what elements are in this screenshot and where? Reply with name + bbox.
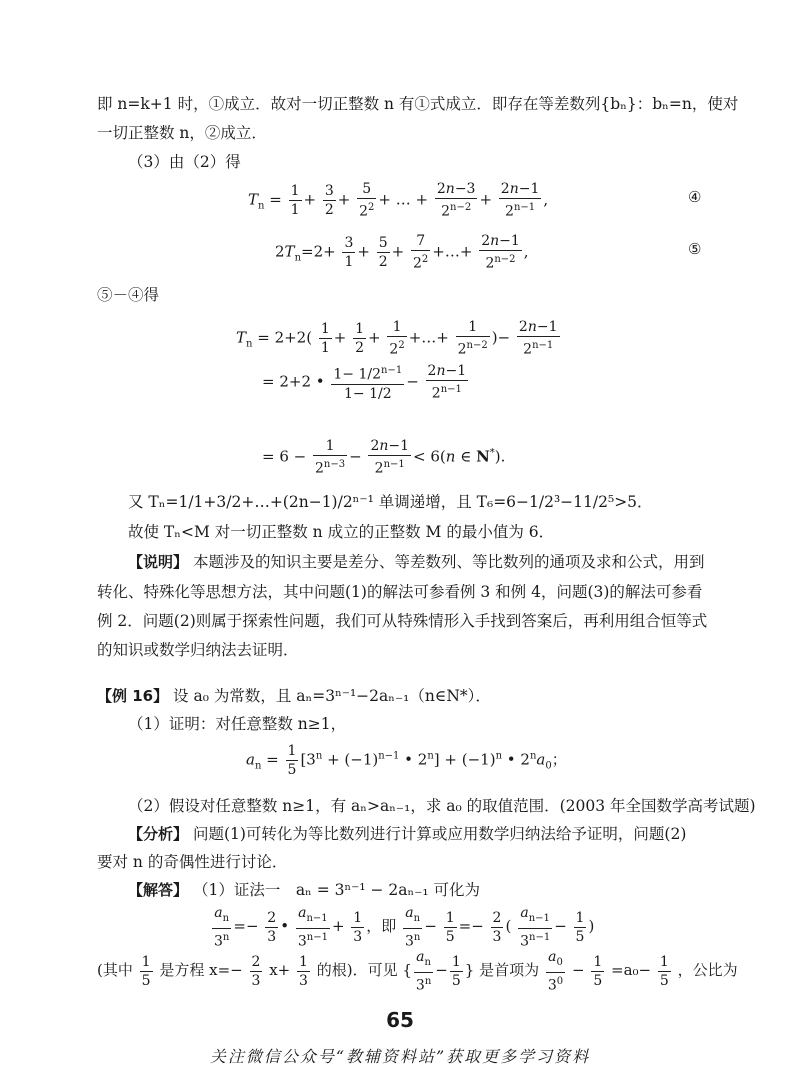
text-line: ⑤－④得 [97,286,160,304]
text-line: （3）由（2）得 [128,153,241,171]
equation-9: $a_n$ = $\frac{1}{5}$ [$3^n + (-1)^{n-1}$ • $2^n] + (-1)^n$ • $2^na_0$； [246,743,567,778]
analysis-line [128,822,748,846]
equation-4: $T_n$ = $\frac{1}{1}$ + $\frac{3}{2}$ + $\frac{5}{2^2}$ + … + $\frac{2n-3}{2^{n-2}}$ + $\frac{2n-1}{2^{n-1}}$ , [248,181,549,220]
note-line [128,550,748,574]
text-line: 即 n=k+1 时，①成立．故对一切正整数 n 有①式成立．即存在等差数列{bₙ}：bₙ=n，使对 [97,95,739,113]
text-line: 故使 Tₙ<M 对一切正整数 n 成立的正整数 M 的最小值为 6． [128,523,555,541]
text-fragment: ，公比为 [677,961,738,980]
equation-7: = 2+2 • $\frac{1- 1/2^{n-1}}{1- 1/2}$ − $\frac{2n-1}{2^{n-1}}$ [262,363,467,402]
text-fragment: x+ [269,961,291,980]
equation-5: $2T_n=2+$ $\frac{3}{1}$ + $\frac{5}{2}$ + $\frac{7}{2^2}$ +…+ $\frac{2n-1}{2^{n-2}}$ , [275,233,529,272]
example-text: 设 a₀ 为常数，且 aₙ=3ⁿ⁻¹−2aₙ₋₁（n∈N*）． [173,687,491,705]
example-line [97,684,717,708]
note-label: 【说明】 [128,553,189,571]
text-line: （2）假设对任意整数 n≥1，有 aₙ>aₙ₋₁，求 a₀ 的取值范围．(2003 年全国数学高考试题) [128,797,756,815]
equation-tag: ⑤ [688,240,702,258]
text-fragment: =a₀− [611,961,652,980]
analysis-text: 问题(1)可转化为等比数列进行计算或应用数学归纳法给予证明，问题(2) [192,825,687,843]
example-label: 【例 16】 [97,687,169,705]
text-line-with-math: (其中 $\frac{1}{5}$ 是方程 x=− $\frac{2}{3}$ x+ $\frac{1}{3}$ 的根)．可见 { $\frac{a_n}{3^n}$ − $\frac{1}{5}$ } 是首项为 $\frac{a_0}{3^0}$ − $\frac{1}{5}$ =a₀− $\frac{1}{5}$ ，公比为 [97,949,738,994]
text-line: 要对 n 的奇偶性进行讨论． [97,853,288,871]
analysis-label: 【分析】 [128,825,189,843]
footer-watermark: 关注微信公众号“教辅资料站”获取更多学习资料 [209,1047,591,1066]
equation-8: = 6 − $\frac{1}{2^{n-3}}$ − $\frac{2n-1}{2^{n-1}}$ < 6(n ∈ N*). [262,438,506,477]
solution-label: 【解答】 [128,881,189,899]
text-line: 一切正整数 n，②成立． [97,124,267,142]
text-fragment: 是首项为 [479,961,540,980]
equation-tag: ④ [688,188,702,206]
text-fragment: − [571,961,585,980]
text-fragment: (其中 [97,961,133,980]
page-number: 65 [386,1008,414,1032]
equation-6: $T_n = 2+2$( $\frac{1}{1}$ + $\frac{1}{2}$ + $\frac{1}{2^2}$ +…+ $\frac{1}{2^{n-2}}$ )− $\frac{2n-1}{2^{n-1}}$ [236,319,558,358]
note-line: 转化、特殊化等思想方法，其中问题(1)的解法可参看例 3 和例 4，问题(3)的解法可参看 [97,583,703,601]
note-line: 的知识或数学归纳法去证明． [97,641,299,659]
text-fragment: 是方程 x=− [159,961,243,980]
text-line: 又 Tₙ=1/1+3/2+…+(2n−1)/2ⁿ⁻¹ 单调递增，且 T₆=6−1/2³−11/2⁵>5． [128,493,653,511]
solution-line [128,878,748,902]
note-line: 例 2．问题(2)则属于探索性问题，我们可从特殊情形入手找到答案后，再利用组合恒等式 [97,612,708,630]
note-text: 本题涉及的知识主要是差分、等差数列、等比数列的通项及求和公式，用到 [192,553,705,571]
text-line: （1）证明：对任意整数 n≥1， [128,715,347,733]
solution-text: （1）证法一 aₙ = 3ⁿ⁻¹ − 2aₙ₋₁ 可化为 [192,881,481,899]
text-fragment: 的根)．可见 [316,961,398,980]
equation-10: $\frac{a_n}{3^n}$ =− $\frac{2}{3}$ • $\frac{a_{n-1}}{3^{n-1}}$ + $\frac{1}{3}$ ，即 $\frac{a_n}{3^n}$ − $\frac{1}{5}$ =− $\frac{2}{3}$ ( $\frac{a_{n-1}}{3^{n-1}}$ − $\frac{1}{5}$ ) [214,905,595,950]
